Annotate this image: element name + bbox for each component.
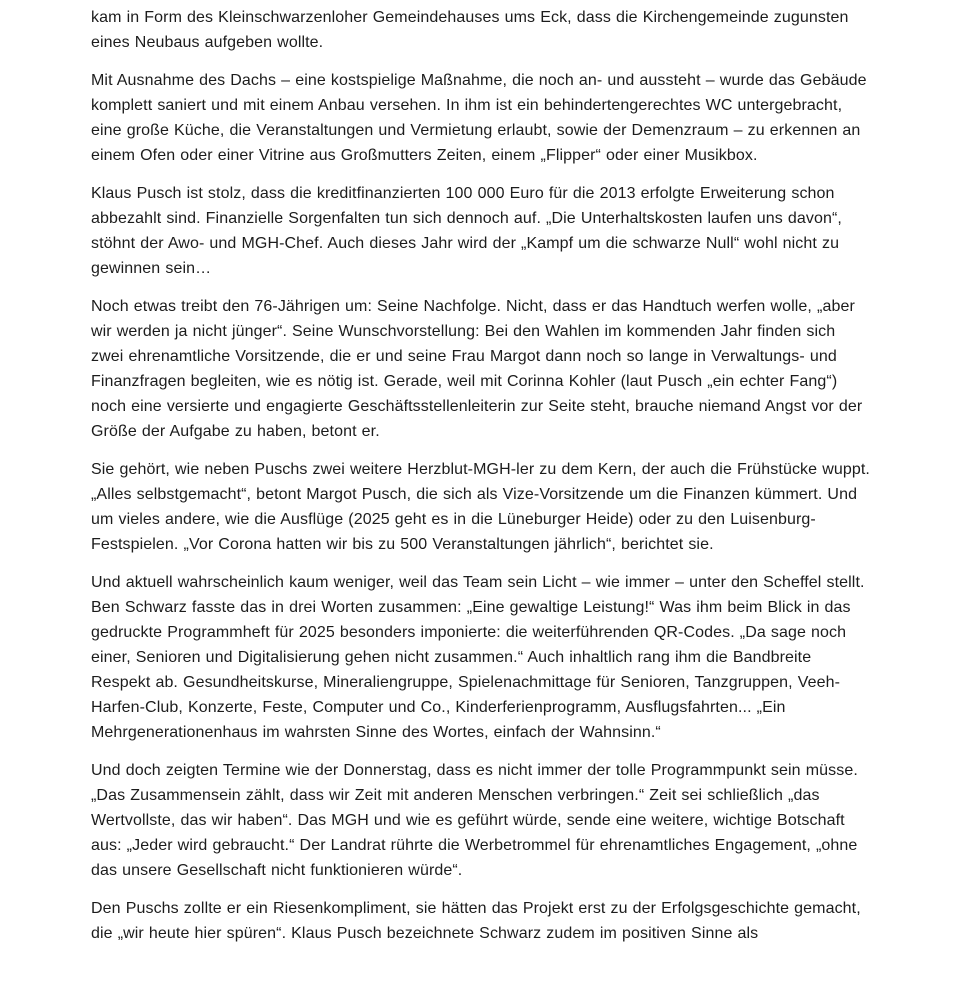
paragraph: Mit Ausnahme des Dachs – eine kostspielige Maßnahme, die noch an- und aussteht – wurde das Gebäude komplett saniert und mit einem Anbau versehen. In ihm ist ein behindertengerechtes WC untergebracht, eine große Küche, die Veranstaltungen und Vermietung erlaubt, sowie der Demenzraum – zu erkennen an einem Ofen oder einer Vitrine aus Großmutters Zeiten, einem „Flipper“ oder einer Musikbox. — [91, 72, 867, 164]
paragraph: Und aktuell wahrscheinlich kaum weniger, weil das Team sein Licht – wie immer – unter den Scheffel stellt. Ben Schwarz fasste das in drei Worten zusammen: „Eine gewaltige Leistung!“ Was ihm beim Blick in das gedruckte Programmheft für 2025 besonders imponierte: die weiterführenden QR-Codes. „Da sage noch einer, Senioren und Digitalisierung gehen nicht zusammen.“ Auch inhaltlich rang ihm die Bandbreite Respekt ab. Gesundheitskurse, Mineraliengruppe, Spielenachmittage für Senioren, Tanzgruppen, Veeh-Harfen-Club, Konzerte, Feste, Computer und Co., Kinderferienprogramm, Ausflugsfahrten... „Ein Mehrgenerationenhaus im wahrsten Sinne des Wortes, einfach der Wahnsinn.“ — [91, 574, 865, 741]
paragraph: Den Puschs zollte er ein Riesenkompliment, sie hätten das Projekt erst zu der Erfolgsgeschichte gemacht, die „wir heute hier spüren“. Klaus Pusch bezeichnete Schwarz zudem im positiven Sinne als — [91, 900, 861, 942]
paragraph: Sie gehört, wie neben Puschs zwei weitere Herzblut-MGH-ler zu dem Kern, der auch die Frühstücke wuppt. „Alles selbstgemacht“, betont Margot Pusch, die sich als Vize-Vorsitzende um die Finanzen kümmert. Und um vieles andere, wie die Ausflüge (2025 geht es in die Lüneburger Heide) oder zu den Luisenburg-Festspielen. „Vor Corona hatten wir bis zu 500 Veranstaltungen jährlich“, berichtet sie. — [91, 461, 870, 553]
paragraph: Klaus Pusch ist stolz, dass die kreditfinanzierten 100 000 Euro für die 2013 erfolgte Erweiterung schon abbezahlt sind. Finanzielle Sorgenfalten tun sich dennoch auf. „Die Unterhaltskosten laufen uns davon“, stöhnt der Awo- und MGH-Chef. Auch dieses Jahr wird der „Kampf um die schwarze Null“ wohl nicht zu gewinnen sein… — [91, 185, 842, 277]
paragraph: Und doch zeigten Termine wie der Donnerstag, dass es nicht immer der tolle Programmpunkt sein müsse. „Das Zusammensein zählt, dass wir Zeit mit anderen Menschen verbringen.“ Zeit sei schließlich „das Wertvollste, das wir haben“. Das MGH und wie es geführt würde, sende eine weitere, wichtige Botschaft aus: „Jeder wird gebraucht.“ Der Landrat rührte die Werbetrommel für ehrenamtliches Engagement, „ohne das unsere Gesellschaft nicht funktionieren würde“. — [91, 762, 858, 879]
paragraph: Noch etwas treibt den 76-Jährigen um: Seine Nachfolge. Nicht, dass er das Handtuch werfen wolle, „aber wir werden ja nicht jünger“. Seine Wunschvorstellung: Bei den Wahlen im kommenden Jahr finden sich zwei ehrenamtliche Vorsitzende, die er und seine Frau Margot dann noch so lange in Verwaltungs- und Finanzfragen begleiten, wie es nötig ist. Gerade, weil mit Corinna Kohler (laut Pusch „ein echter Fang“) noch eine versierte und engagierte Geschäftsstellenleiterin zur Seite steht, brauche niemand Angst vor der Größe der Aufgabe zu haben, betont er. — [91, 298, 863, 440]
paragraph: kam in Form des Kleinschwarzenloher Gemeindehauses ums Eck, dass die Kirchengemeinde zugunsten eines Neubaus aufgeben wollte. — [91, 9, 849, 51]
article-text-body — [91, 5, 871, 946]
